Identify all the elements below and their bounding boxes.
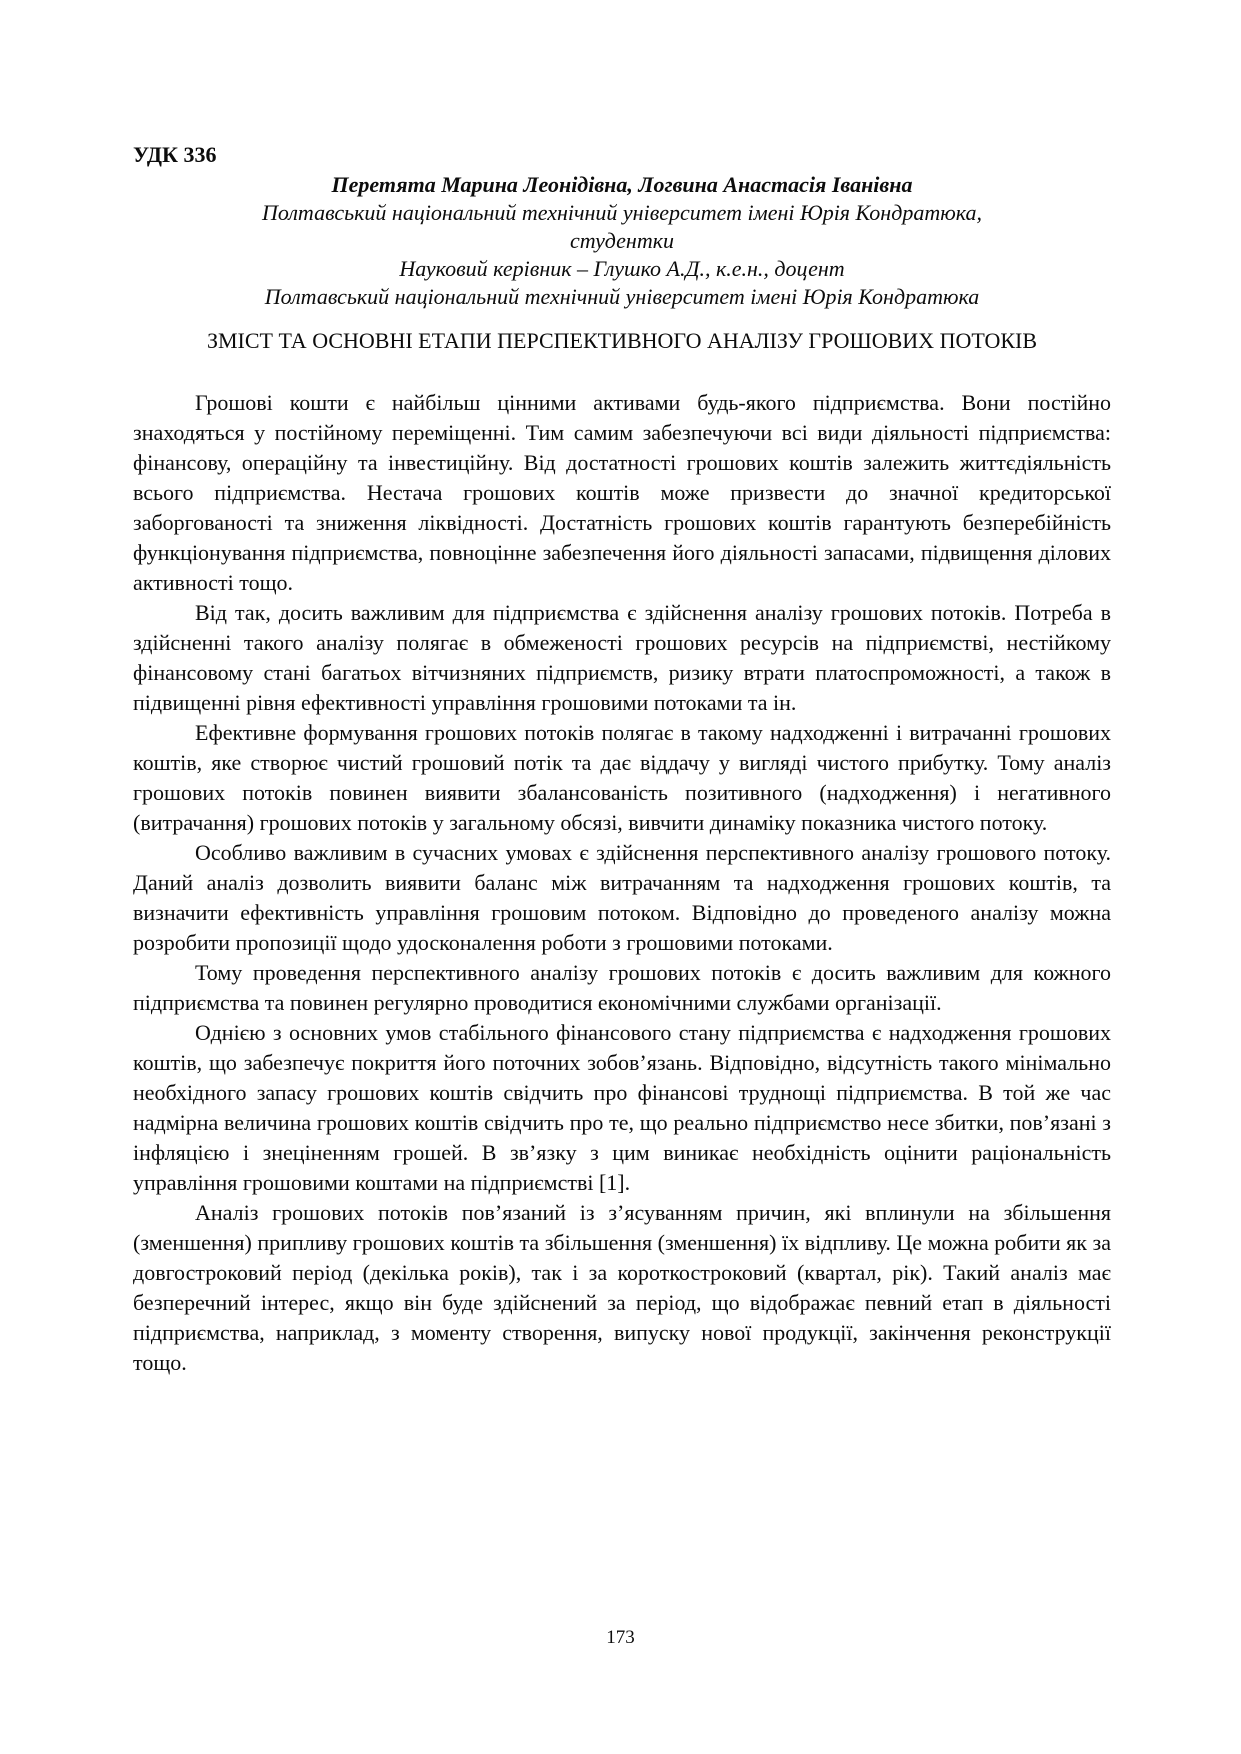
affiliation-line-1: Полтавський національний технічний університет імені Юрія Кондратюка, [261,200,982,225]
supervisor-line: Науковий керівник – Глушко А.Д., к.е.н., доцент [399,256,845,281]
affiliation-line-2: Полтавський національний технічний університет імені Юрія Кондратюка [264,284,980,309]
body-paragraph: Тому проведення перспективного аналізу грошових потоків є досить важливим для кожного підприємства та повинен регулярно проводитися економічними службами організації. [133,960,1111,1015]
body-paragraph: Від так, досить важливим для підприємства є здійснення аналізу грошових потоків. Потреба в здійсненні такого аналізу полягає в обмеженості грошових ресурсів на підприємстві, нестійкому фінансовому стані багатьох вітчизняних підприємств, ризику втрати платоспроможності, а також в підвищенні рівня ефективності управління грошовими потоками та ін. [133,600,1111,715]
body-paragraph: Ефективне формування грошових потоків полягає в такому надходженні і витрачанні грошових коштів, яке створює чистий грошовий потік та дає віддачу у вигляді чистого прибутку. Тому аналіз грошових потоків повинен виявити збалансованість позитивного (надходження) і негативного (витрачання) грошових потоків у загальному обсязі, вивчити динаміку показника чистого потоку. [133,720,1111,835]
body-paragraph: Особливо важливим в сучасних умовах є здійснення перспективного аналізу грошового потоку. Даний аналіз дозволить виявити баланс між витрачанням та надходження грошових коштів, та визначити ефективність управління грошовим потоком. Відповідно до проведеного аналізу можна розробити пропозиції щодо удосконалення роботи з грошовими потоками. [133,840,1111,955]
paper-body [133,388,1111,1378]
page-content [133,141,1111,1378]
page-number: 173 [606,1627,635,1648]
udk-code: УДК 336 [133,142,217,167]
body-paragraph: Грошові кошти є найбільш цінними активами будь-якого підприємства. Вони постійно знаходяться у постійному переміщенні. Тим самим забезпечуючи всі види діяльності підприємства: фінансову, операційну та інвестиційну. Від достатності грошових коштів залежить життєдіяльність всього підприємства. Нестача грошових коштів може призвести до значної кредиторської заборгованості та зниження ліквідності. Достатність грошових коштів гарантують безперебійність функціонування підприємства, повноцінне забезпечення його діяльності запасами, підвищення ділових активності тощо. [133,390,1111,595]
body-paragraph: Аналіз грошових потоків пов’язаний із з’ясуванням причин, які вплинули на збільшення (зменшення) припливу грошових коштів та збільшення (зменшення) їх відпливу. Це можна робити як за довгостроковий період (декілька років), так і за короткостроковий (квартал, рік). Такий аналіз має безперечний інтерес, якщо він буде здійснений за період, що відображає певний етап в діяльності підприємства, наприклад, з моменту створення, випуску нової продукції, закінчення реконструкції тощо. [133,1200,1111,1375]
body-paragraph: Однією з основних умов стабільного фінансового стану підприємства є надходження грошових коштів, що забезпечує покриття його поточних зобов’язань. Відповідно, відсутність такого мінімально необхідного запасу грошових коштів свідчить про фінансові труднощі підприємства. В той же час надмірна величина грошових коштів свідчить про те, що реально підприємство несе збитки, пов’язані з інфляцією і знеціненням грошей. В зв’язку з цим виникає необхідність оцінити раціональність управління грошовими коштами на підприємстві [1]. [133,1020,1111,1195]
authors-line: Перетята Марина Леонідівна, Логвина Анастасія Іванівна [331,172,913,197]
authors-role-line: студентки [569,228,675,253]
paper-title: ЗМІСТ ТА ОСНОВНІ ЕТАПИ ПЕРСПЕКТИВНОГО АНАЛІЗУ ГРОШОВИХ ПОТОКІВ [206,328,1038,353]
